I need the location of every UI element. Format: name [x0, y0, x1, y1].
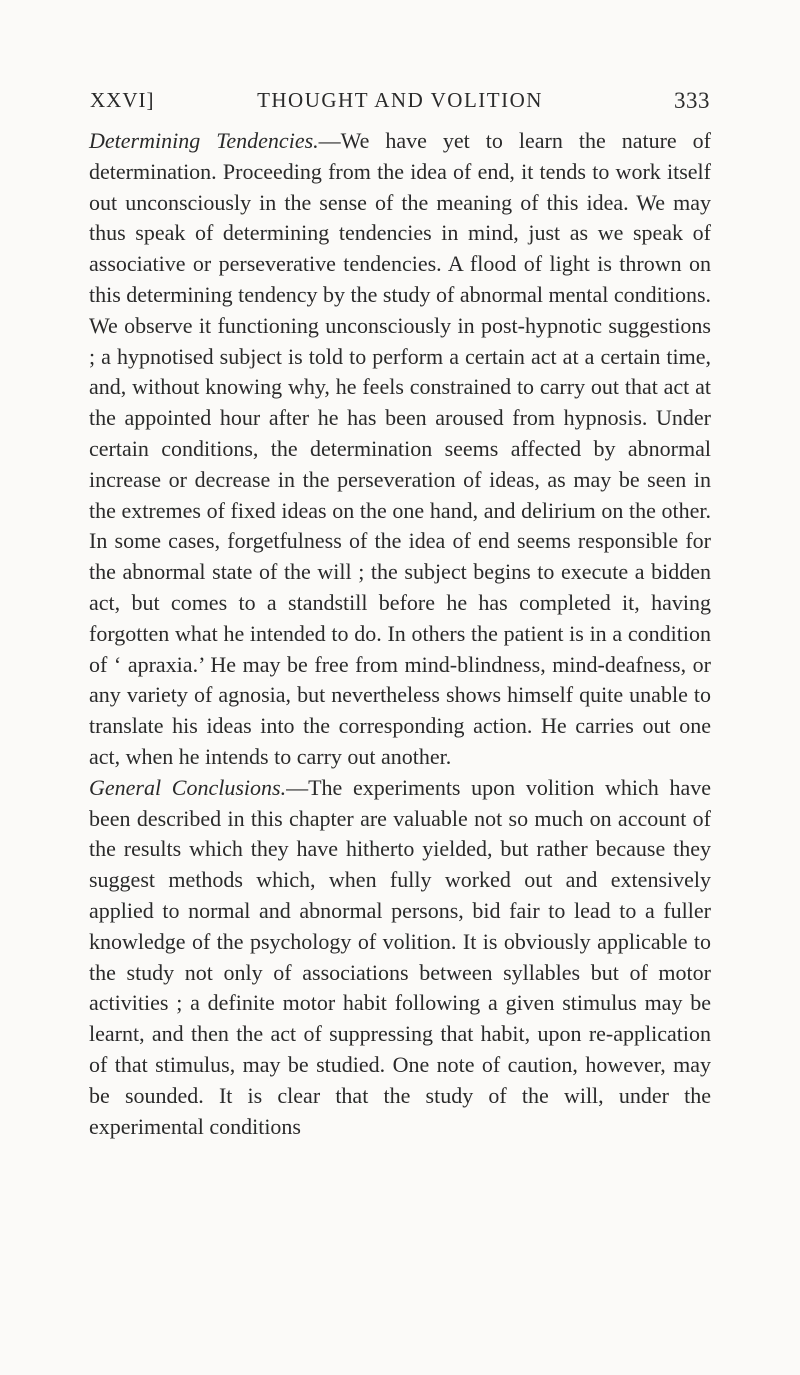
chapter-number: XXVI]: [90, 88, 155, 112]
paragraph-text: —We have yet to learn the nature of determination. Proceeding from the idea of end, it tends to work itself out unconsciously in the sense of the meaning of this idea. We may thus speak of determining tendencies in mind, just as we speak of associative or perseverative tendencies. A flood of light is thrown on this determining tendency by the study of abnormal mental conditions. We observe it functioning unconsciously in post-hypnotic suggestions ; a hypnotised subject is told to perform a certain act at a certain time, and, without knowing why, he feels constrained to carry out that act at the appointed hour after he has been aroused from hypnosis. Under certain conditions, the determination seems affected by abnormal increase or decrease in the perseveration of ideas, as may be seen in the extremes of fixed ideas on the one hand, and delirium on the other. In some cases, forgetfulness of the idea of end seems responsible for the abnormal state of the will ; the subject begins to execute a bidden act, but comes to a standstill before he has completed it, having forgotten what he intended to do. In others the patient is in a condition of ‘ apraxia.’ He may be free from mind-blindness, mind-deafness, or any variety of agnosia, but nevertheless shows himself quite unable to translate his ideas into the corresponding action. He carries out one act, when he intends to carry out another.: [89, 128, 711, 769]
paragraph-determining-tendencies: [89, 126, 711, 773]
section-heading-general-conclusions: General Conclusions.: [89, 774, 287, 800]
paragraph-general-conclusions: [89, 773, 711, 1143]
paragraph-text: —The experiments upon volition which have been described in this chapter are valuable not so much on account of the results which they have hitherto yielded, but rather because they suggest methods which, when fully worked out and extensively applied to normal and abnormal persons, bid fair to lead to a fuller knowledge of the psychology of volition. It is obviously applicable to the study not only of associations between syllables but of motor activities ; a definite motor habit following a given stimulus may be learnt, and then the act of suppressing that habit, upon re-application of that stimulus, may be studied. One note of caution, however, may be sounded. It is clear that the study of the will, under the experimental conditions: [89, 774, 711, 1139]
running-head: [90, 88, 710, 118]
page-number: 333: [674, 88, 710, 113]
section-heading-determining-tendencies: Determining Tendencies.: [89, 128, 319, 153]
running-title: THOUGHT AND VOLITION: [257, 88, 543, 112]
body-text: [89, 126, 711, 1142]
